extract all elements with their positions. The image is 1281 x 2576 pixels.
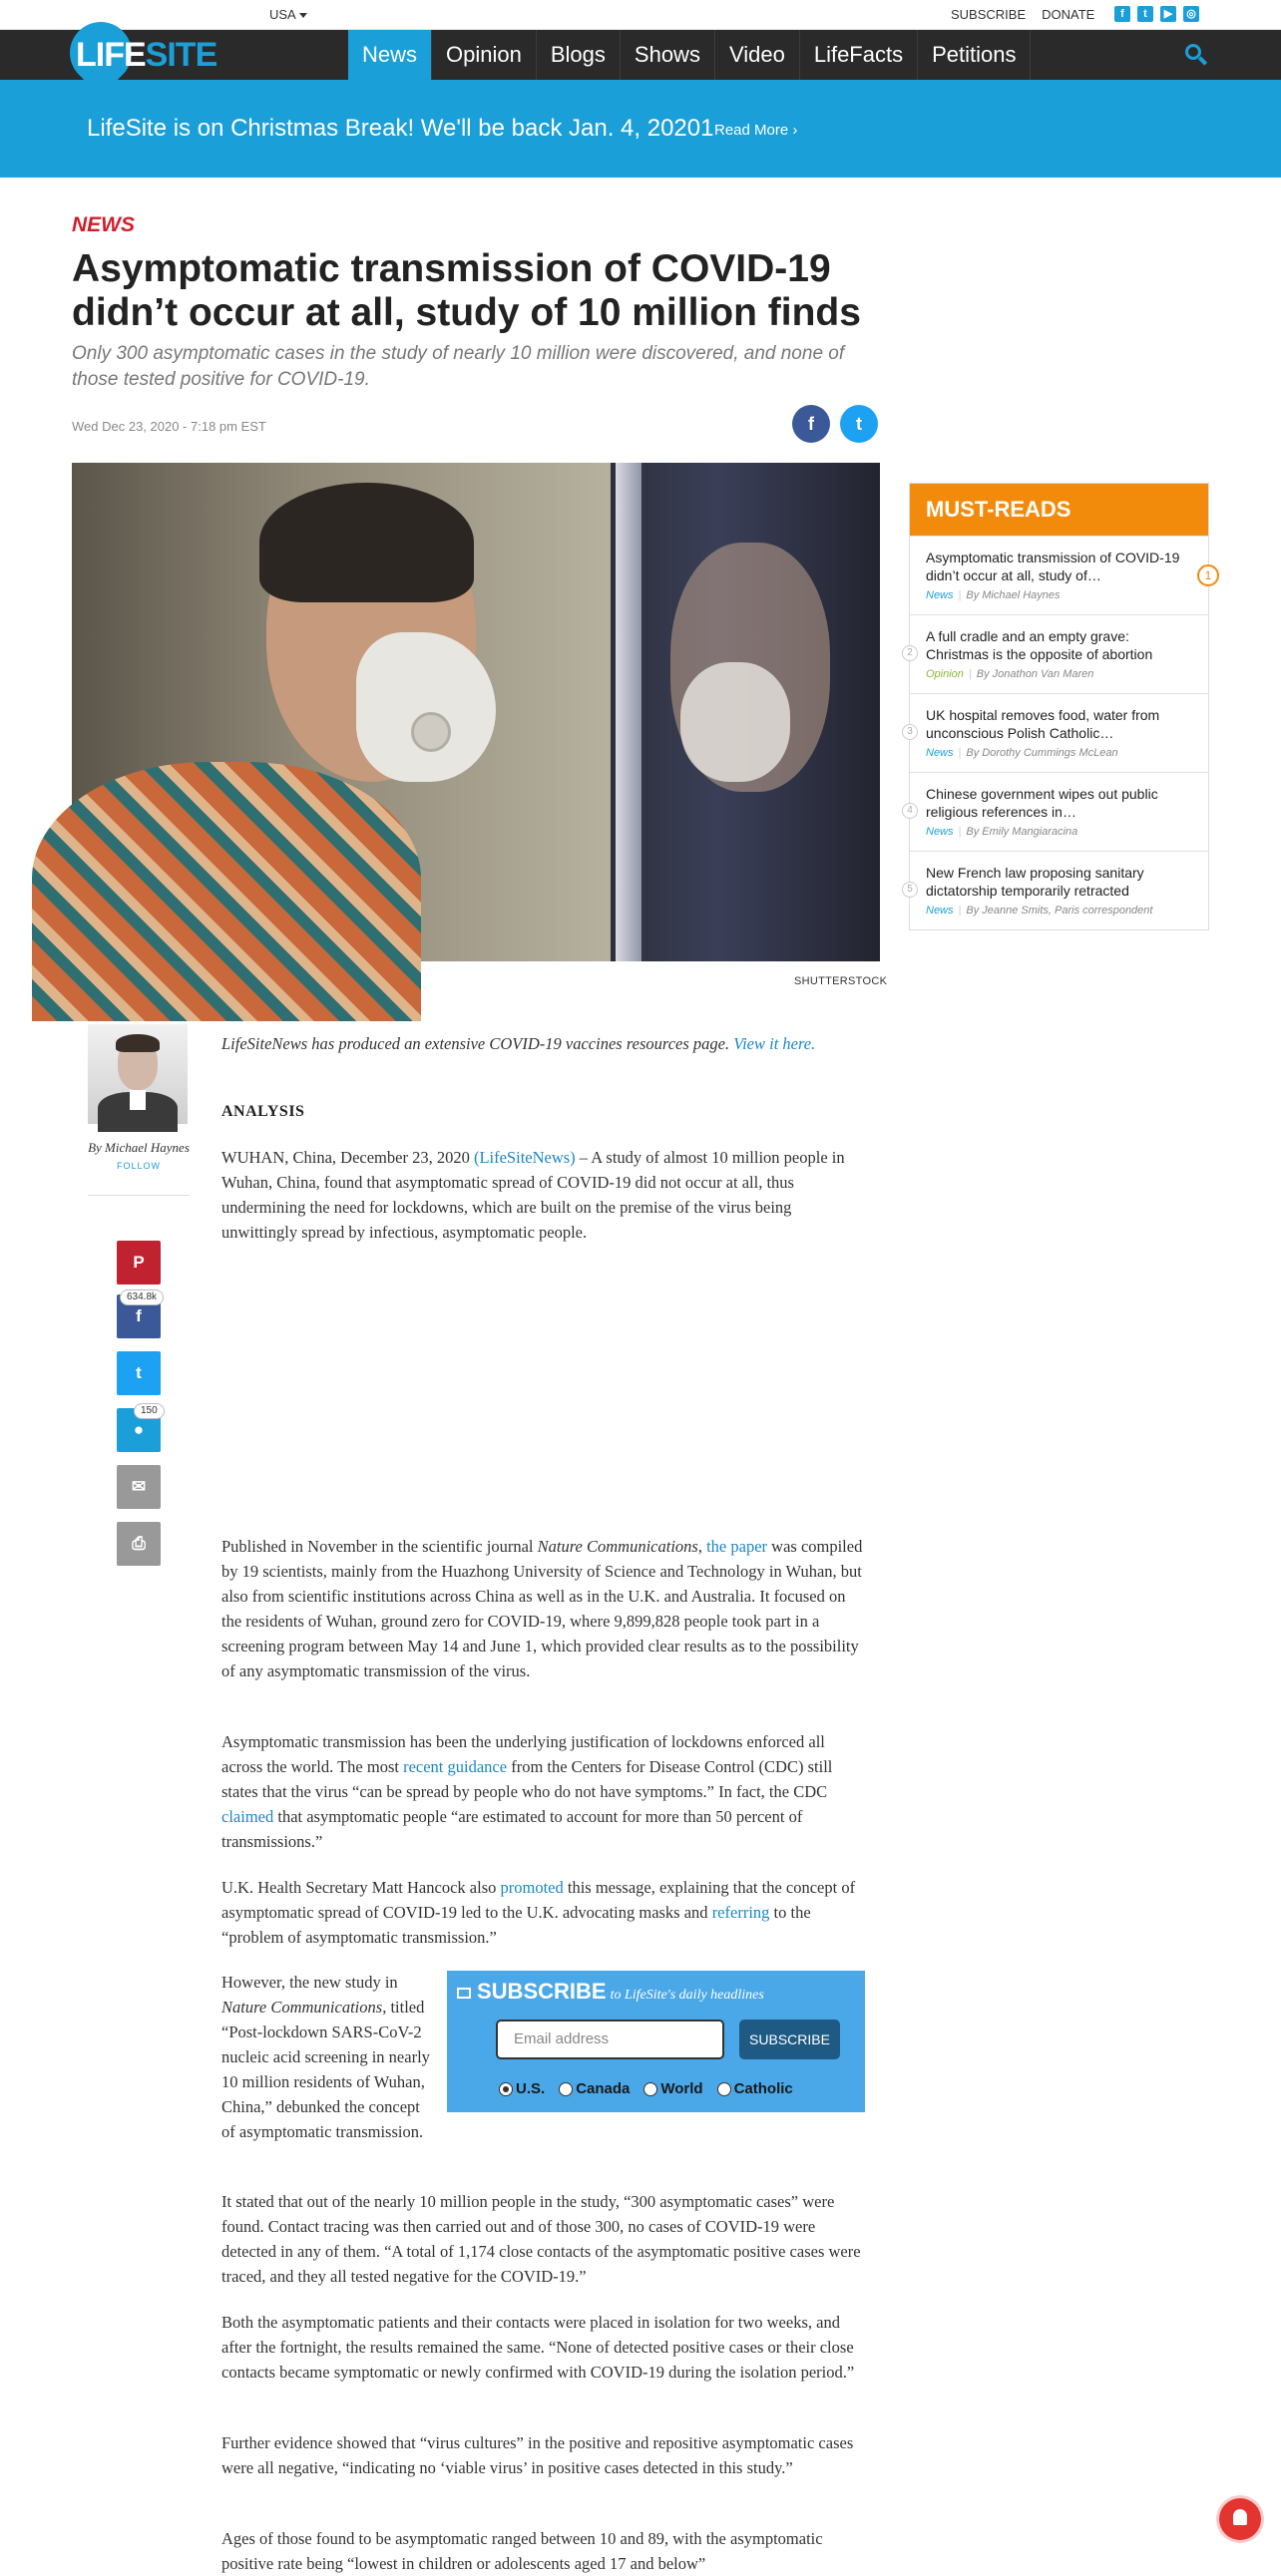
must-read-author: By Dorothy Cummings McLean [966,747,1118,759]
radio-label: World [660,2080,703,2097]
nav-item-blogs[interactable]: Blogs [537,30,621,80]
journal-name: Nature Communications [221,1998,383,2017]
instagram-icon[interactable]: ◎ [1183,6,1199,22]
intro-text: LifeSiteNews has produced an extensive COVID-19 vaccines resources page. [221,1034,734,1053]
text: However, the new study in [221,1973,398,1992]
text: , [697,1537,707,1556]
text: that asymptomatic people “are estimated to account for more than 50 percent of transmissions.” [221,1807,803,1851]
text: Asymptomatic transmission has been the underlying justification of lockdowns enforced all across the world. The most [221,1732,825,1776]
must-read-category[interactable]: Opinion [926,668,964,680]
radio-dot[interactable] [717,2082,731,2096]
print-icon[interactable]: ⎙ [117,1522,161,1566]
top-share-buttons [792,405,878,443]
must-read-item[interactable]: 2 A full cradle and an empty grave: Christmas is the opposite of abortion Opinion | By Jonathon Van Maren [910,614,1208,693]
subscribe-link[interactable]: SUBSCRIBE [951,7,1027,22]
paper-link[interactable]: the paper [706,1537,768,1556]
email-share-icon[interactable]: ✉ [117,1465,161,1509]
subscribe-title: SUBSCRIBE [477,1979,607,2004]
radio-us[interactable] [499,2080,545,2097]
article-headline: Asymptomatic transmission of COVID-19 didn’t occur at all, study of 10 million finds [72,247,861,334]
radio-world[interactable] [643,2080,702,2097]
radio-canada[interactable] [559,2080,630,2097]
must-read-category[interactable]: News [926,747,954,759]
paragraph [221,1970,431,2144]
image-credit: SHUTTERSTOCK [794,975,888,987]
paragraph [221,1875,864,1950]
logo-life-text: LIFE [76,36,146,74]
must-read-author: By Jeanne Smits, Paris correspondent [966,905,1153,917]
subscribe-tagline: to LifeSite's daily headlines [610,1988,764,2003]
logo-site-text: SITE [145,36,217,74]
facebook-icon[interactable]: f [1114,6,1130,22]
article-subhead: Only 300 asymptomatic cases in the study of nearly 10 million were discovered, and none of those tested positive for COVID-19. [72,343,845,390]
must-read-title[interactable]: UK hospital removes food, water from unconscious Polish Catholic… [926,707,1160,741]
article-date: Wed Dec 23, 2020 - 7:18 pm EST [72,419,266,434]
paragraph [221,1534,864,1683]
rank-badge: 1 [1197,564,1219,586]
rank-badge: 5 [902,882,918,898]
must-read-title[interactable]: New French law proposing sanitary dictatorship temporarily retracted [926,865,1144,899]
recent-guidance-link[interactable]: recent guidance [403,1757,508,1776]
must-read-category[interactable]: News [926,589,954,601]
intro-note [221,1031,864,1056]
radio-dot[interactable] [643,2082,657,2096]
banner-message: LifeSite is on Christmas Break! We'll be back Jan. 4, 20201 [87,115,714,142]
article-hero-image [72,463,880,961]
facebook-share-icon[interactable]: f [792,405,830,443]
must-read-item[interactable]: 1 Asymptomatic transmission of COVID-19 didn’t occur at all, study of… News | By Michael Haynes [910,536,1208,614]
radio-catholic[interactable] [717,2080,793,2097]
follow-author-button[interactable]: FOLLOW [116,1161,161,1171]
divider [88,1195,190,1196]
read-more-link[interactable]: Read More › [714,122,798,139]
vaccine-resources-link[interactable]: View it here. [733,1034,816,1053]
paragraph: It stated that out of the nearly 10 million people in the study, “300 asymptomatic cases” were found. Contact tracing was then carried out and of those 300, no cases of COVID-19 were detected in any of them. “A total of 1,174 close contacts of the asymptomatic positive cases were traced, and they all tested negative for the COVID-19.” [221,2192,861,2286]
must-read-category[interactable]: News [926,905,954,917]
must-read-category[interactable]: News [926,826,954,838]
site-logo[interactable] [70,22,217,86]
nav-item-shows[interactable]: Shows [621,30,715,80]
paragraph: Both the asymptomatic patients and their contacts were placed in isolation for two weeks, and after the fortnight, the results remained the same. “None of detected positive cases or their close contacts became symptomatic or newly confirmed with COVID-19 during the isolation period.” [221,2313,855,2382]
search-icon[interactable] [1185,44,1207,66]
must-reads-title: MUST-READS [910,484,1208,536]
parler-share-icon[interactable]: P [117,1241,161,1285]
twitter-share-icon[interactable]: t [117,1351,161,1395]
paragraph [221,1729,864,1854]
text: – A study of almost 10 million people in Wuhan, China, found that asymptomatic spread of COVID-19 did not occur at all, thus undermining the need for lockdowns, which are built on the premise of the virus being unwittingly spread by infectious, asymptomatic people. [221,1148,845,1242]
text: to the “problem of asymptomatic transmission.” [221,1903,811,1947]
text: was compiled by 19 scientists, mainly from the Huazhong University of Science and Technology in Wuhan, but also from scientific institutions across China as well as in the U.K. and Australia. It focused on the residents of Wuhan, ground zero for COVID-19, where 9,899,828 people took part in a screening program between May 14 and June 1, which provided clear results as to the possibility of any asymptomatic transmission of the virus. [221,1537,863,1680]
paragraph [221,1145,864,1245]
subscribe-heading [457,1979,764,2005]
promoted-link[interactable]: promoted [500,1878,564,1897]
must-read-title[interactable]: Chinese government wipes out public religious references in… [926,786,1158,820]
nav-item-lifefacts[interactable]: LifeFacts [800,30,918,80]
rank-badge: 3 [902,724,918,740]
text: this message, explaining that the concept of asymptomatic spread of COVID-19 led to the U.K. advocating masks and [221,1878,856,1922]
text: from the Centers for Disease Control (CDC) still states that the virus “can be spread by people who do not have symptoms.” In fact, the CDC [221,1757,833,1801]
rank-badge: 4 [902,803,918,819]
notification-bell-icon[interactable] [1219,2498,1261,2540]
author-avatar[interactable] [88,1024,188,1124]
nav-item-petitions[interactable]: Petitions [918,30,1031,80]
radio-label: Canada [576,2080,631,2097]
must-read-item[interactable]: 4 Chinese government wipes out public religious references in… News | By Emily Mangiaracina [910,772,1208,851]
text: U.K. Health Secretary Matt Hancock also [221,1878,501,1897]
radio-dot[interactable] [499,2082,513,2096]
subscribe-button[interactable]: SUBSCRIBE [739,2020,840,2059]
region-selector[interactable] [269,7,307,22]
text: Published in November in the scientific journal [221,1537,538,1556]
email-field[interactable]: Email address [496,2020,724,2059]
section-label: ANALYSIS [221,1103,305,1120]
claimed-link[interactable]: claimed [221,1807,274,1826]
donate-link[interactable]: DONATE [1042,7,1095,22]
article-kicker[interactable]: NEWS [72,213,135,236]
nav-item-video[interactable]: Video [715,30,800,80]
edition-radio-group [499,2080,793,2097]
twitter-share-icon[interactable]: t [840,405,878,443]
must-read-item[interactable]: 5 New French law proposing sanitary dictatorship temporarily retracted News | By Jeanne Smits, Paris correspondent [910,851,1208,929]
must-read-title[interactable]: A full cradle and an empty grave: Christmas is the opposite of abortion [926,628,1153,662]
referring-link[interactable]: referring [711,1903,770,1922]
facebook-share-icon[interactable]: f [117,1294,161,1338]
radio-dot[interactable] [559,2082,573,2096]
radio-label: Catholic [733,2080,793,2097]
text: , titled “Post-lockdown SARS-CoV-2 nucleic acid screening in nearly 10 million residents of Wuhan, China,” debunked the concept of asymptomatic transmission. [221,1998,430,2141]
newsletter-subscribe-box [447,1971,865,2112]
twitter-icon[interactable]: t [1137,6,1153,22]
comment-count: 150 [134,1403,165,1419]
must-reads-widget [907,483,1212,930]
rank-badge: 2 [902,645,918,661]
journal-name: Nature Communications [537,1537,698,1556]
must-read-author: By Michael Haynes [966,589,1061,601]
nav-item-news[interactable]: News [348,30,432,80]
chevron-down-icon [299,13,307,18]
must-read-title[interactable]: Asymptomatic transmission of COVID-19 didn’t occur at all, study of… [926,550,1180,583]
lifesitenews-link[interactable]: (LifeSiteNews) [473,1148,576,1167]
text: WUHAN, China, December 23, 2020 [221,1148,474,1167]
must-read-author: By Jonathon Van Maren [976,668,1094,680]
radio-label: U.S. [516,2080,546,2097]
comments-icon[interactable]: ● [117,1408,161,1452]
must-read-author: By Emily Mangiaracina [966,826,1078,838]
nav-item-opinion[interactable]: Opinion [432,30,537,80]
notice-banner [0,80,1281,178]
envelope-icon [457,1988,471,1999]
facebook-share-count: 634.8k [120,1289,164,1305]
region-label: USA [269,7,296,22]
paragraph: Further evidence showed that “virus cultures” in the positive and repositive asymptomatic cases were all negative, “indicating no ‘viable virus’ in positive cases detected in this study.” [221,2433,854,2477]
author-byline[interactable]: By Michael Haynes [88,1140,190,1155]
nav-menu [348,30,1031,80]
youtube-icon[interactable]: ▶ [1160,6,1176,22]
paragraph: Ages of those found to be asymptomatic ranged between 10 and 89, with the asymptomatic positive rate being “lowest in children or adolescents aged 17 and below” [221,2529,823,2573]
must-read-item[interactable]: 3 UK hospital removes food, water from unconscious Polish Catholic… News | By Dorothy Cummings McLean [910,693,1208,772]
